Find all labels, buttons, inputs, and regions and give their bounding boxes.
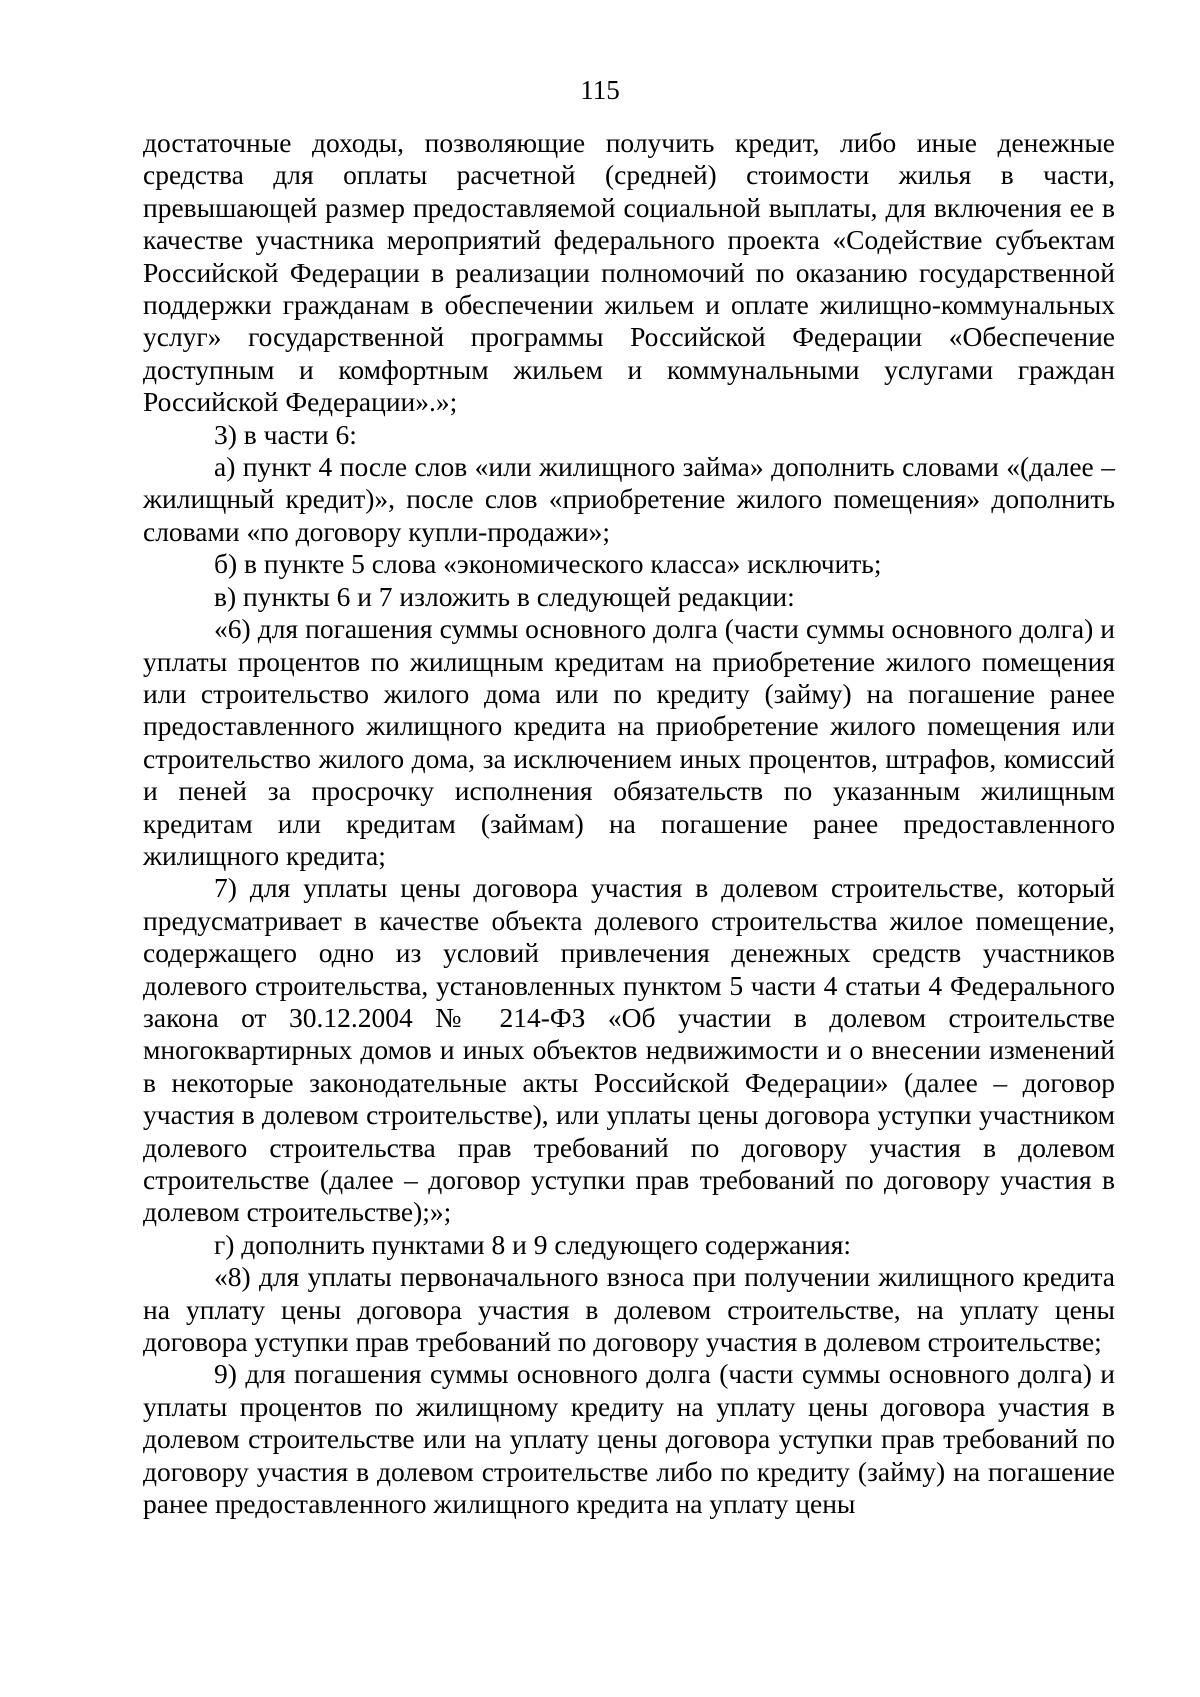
paragraph-point-6: «6) для погашения суммы основного долга (части суммы основного долга) и уплаты процентов по жилищным кредитам на приобретение жилого помещения или строительство жилого дома или по кредиту (займу) на погашение ранее предоставленного жилищного кредита на приобретение жилого помещения или строительство жилого дома, за исключением иных процентов, штрафов, комиссий и пеней за просрочку исполнения обязательств по указанным жилищным кредитам или кредитам (займам) на погашение ранее предоставленного жилищного кредита; [143,613,1115,871]
paragraph-item-g: г) дополнить пунктами 8 и 9 следующего содержания: [214,1228,852,1260]
paragraph-continuation: достаточные доходы, позволяющие получить кредит, либо иные денежные средства для оплаты расчетной (средней) стоимости жилья в части, превышающей размер предоставляемой социальной выплаты, для включения ее в качестве участника мероприятий федерального проекта «Содействие субъектам Российской Федерации в реализации полномочий по оказанию государственной поддержки гражданам в обеспечении жильем и оплате жилищно-коммунальных услуг» государственной программы Российской Федерации «Обеспечение доступным и комфортным жильем и коммунальными услугами граждан Российской Федерации».»; [143,127,1115,418]
paragraph-part-6-intro: 3) в части 6: [214,418,357,450]
paragraph-item-b: б) в пункте 5 слова «экономического класса» исключить; [214,548,882,580]
document-body [143,127,1115,1520]
paragraph-point-9: 9) для погашения суммы основного долга (части суммы основного долга) и уплаты процентов по жилищному кредиту на уплату цены договора участия в долевом строительстве или на уплату цены договора уступки прав требований по договору участия в долевом строительстве либо по кредиту (займу) на погашение ранее предоставленного жилищного кредита на уплату цены [143,1358,1115,1520]
page-number: 115 [580,75,620,105]
paragraph-point-7: 7) для уплаты цены договора участия в долевом строительстве, который предусматривает в качестве объекта долевого строительства жилое помещение, содержащего одно из условий привлечения денежных средств участников долевого строительства, установленных пунктом 5 части 4 статьи 4 Федерального закона от 30.12.2004 № 214-ФЗ «Об участии в долевом строительстве многоквартирных домов и иных объектов недвижимости и о внесении изменений в некоторые законодательные акты Российской Федерации» (далее – договор участия в долевом строительстве), или уплаты цены договора уступки участником долевого строительства прав требований по договору участия в долевом строительстве (далее – договор уступки прав требований по договору участия в долевом строительстве);»; [143,872,1115,1228]
paragraph-point-8: «8) для уплаты первоначального взноса при получении жилищного кредита на уплату цены договора участия в долевом строительстве, на уплату цены договора уступки прав требований по договору участия в долевом строительстве; [143,1261,1115,1358]
paragraph-item-a: а) пункт 4 после слов «или жилищного займа» дополнить словами «(далее – жилищный кредит)», после слов «приобретение жилого помещения» дополнить словами «по договору купли-продажи»; [143,451,1115,547]
paragraph-item-v: в) пункты 6 и 7 изложить в следующей редакции: [214,580,795,612]
